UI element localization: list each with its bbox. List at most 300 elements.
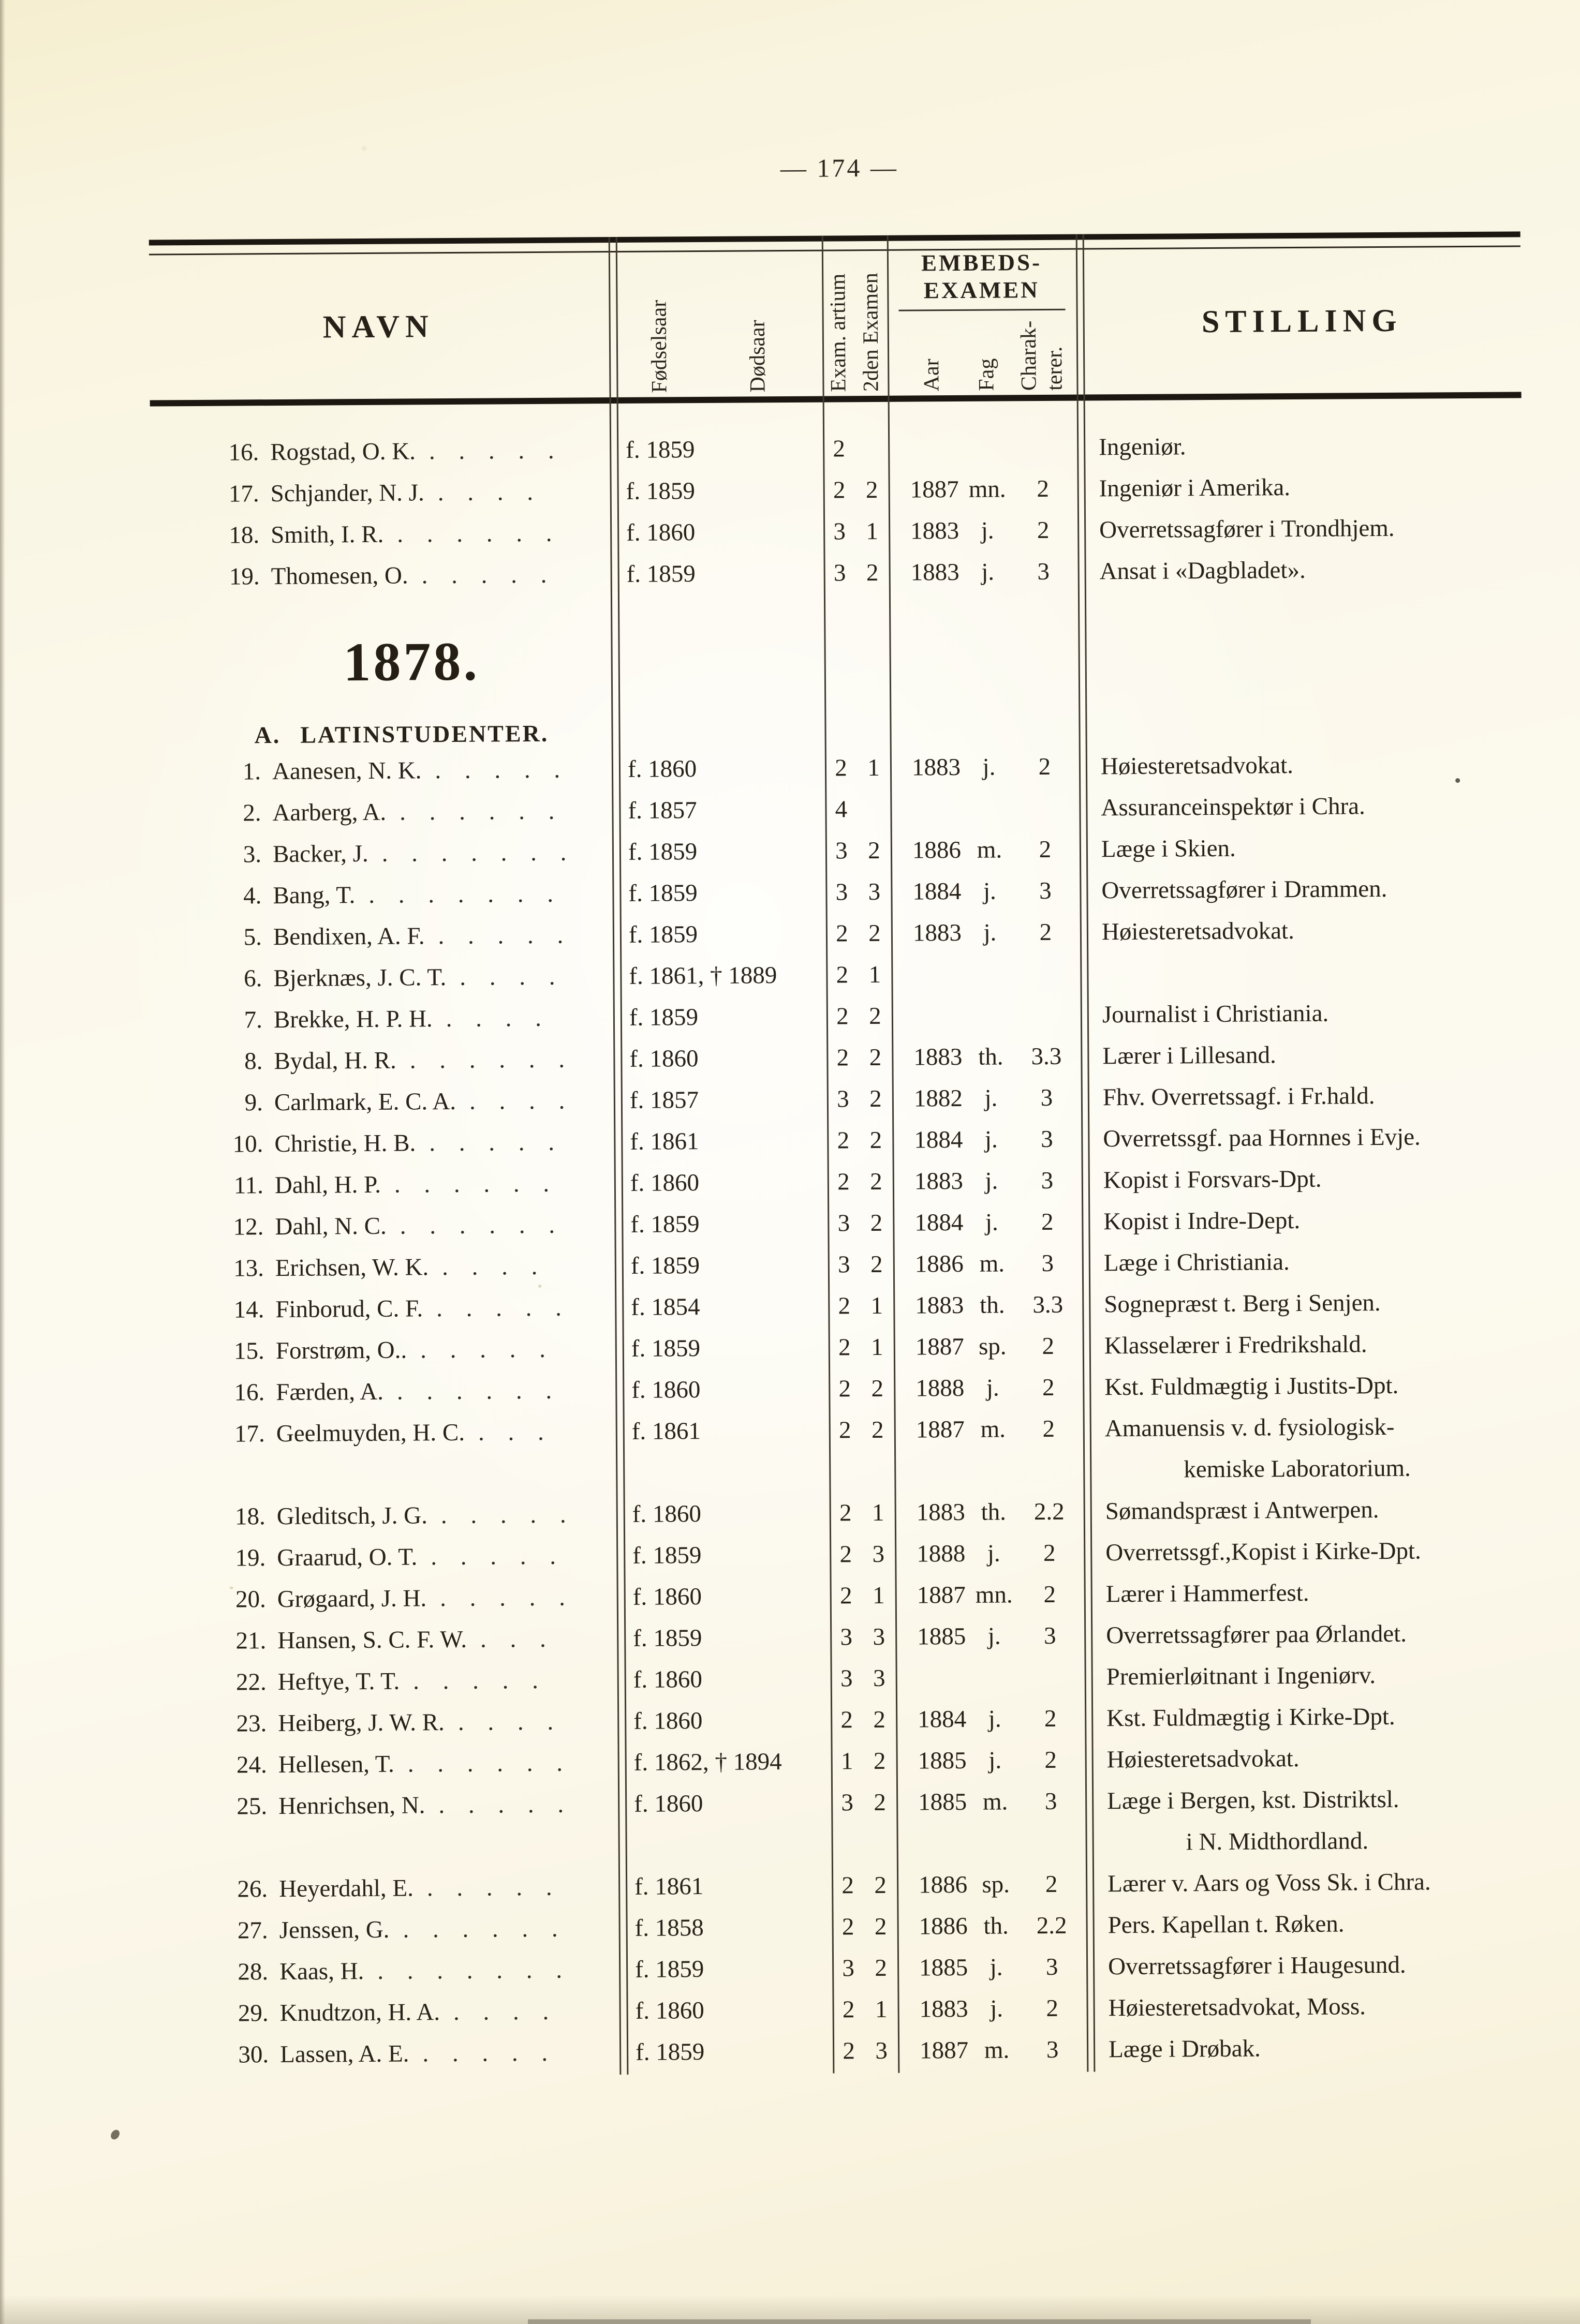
exam-artium-grade: 2 [836,1003,849,1030]
header-embeds-line2: EXAMEN [923,277,1040,304]
embeds-charakter-value: 2 [1043,1581,1056,1608]
birth-death-year: f. 1859 [626,436,695,464]
header-fodselsaar: Fødselsaar [647,300,672,393]
leader-dots: . . . . . [435,756,560,784]
birth-death-year: f. 1860 [627,755,697,783]
embeds-aar-value: 1883 [916,1498,965,1526]
row-number: 5. [243,923,262,951]
header-charakterer-line2: terer. [1043,346,1067,391]
embeds-charakter-value: 2 [1042,1332,1055,1360]
stilling-text [1083,1364,1527,1408]
birth-death-year: f. 1860 [626,519,696,546]
page-edge-shadow-left [0,0,5,2324]
header-stilling: STILLING [1201,303,1402,340]
exam-artium-grade: 2 [839,1499,852,1527]
stilling-text [1085,1778,1530,1863]
anden-examen-grade: 1 [872,1499,884,1527]
row-number: 30. [238,2041,269,2068]
embeds-aar-value: 1883 [913,1043,963,1071]
exam-artium-grade: 3 [840,1665,853,1692]
row-name: Heftye, T. T. [277,1667,400,1696]
stilling-text [1077,465,1522,509]
birth-death-year: f. 1859 [631,1335,701,1362]
embeds-aar-value [888,427,966,428]
stilling-line: Ingeniør. [1099,433,1186,461]
stilling-text [1084,1653,1529,1697]
header-exam-artium: Exam. artium [826,273,851,392]
leader-dots: . . . . . . [400,1211,555,1240]
exam-artium-grade: 2 [838,1292,851,1320]
header-fag: Fag [974,358,999,391]
exam-artium-grade: 2 [837,1168,850,1196]
embeds-fag-value: j. [983,877,997,905]
exam-artium-grade: 3 [840,1623,853,1651]
name-cell [151,554,609,598]
name-cell [155,1163,613,1206]
section-year: 1878. [343,631,480,693]
stilling-text [1083,1405,1528,1491]
name-cell [153,956,611,1000]
leader-dots: . . . . . . [400,797,555,826]
register-table [149,228,1532,2089]
row-name: Christie, H. B. [274,1129,416,1158]
embeds-fag-value: m. [984,2036,1010,2064]
paper-speck [230,1587,233,1589]
birth-death-year: f. 1860 [633,1707,703,1735]
stilling-text [1082,1281,1527,1325]
row-number: 20. [235,1586,266,1613]
embeds-fag-value: m. [980,1416,1006,1443]
embeds-charakter-value: 2 [1043,1539,1056,1567]
name-cell [157,1576,615,1620]
anden-examen-grade: 3 [872,1540,885,1568]
stilling-line: Kopist i Forsvars-Dpt. [1103,1165,1322,1194]
row-name: Aarberg, A. [272,798,387,827]
stilling-text [1084,1529,1528,1573]
row-number: 17. [228,480,259,508]
stilling-line: Sognepræst t. Berg i Senjen. [1104,1289,1381,1318]
birth-death-year: f. 1860 [632,1583,702,1611]
leader-dots: . . . . [446,1004,542,1033]
header-charakterer [1016,320,1068,391]
row-number: 4. [243,882,262,910]
stilling-text [1081,1074,1526,1118]
table-row [151,548,1522,598]
name-cell [152,749,610,793]
page-number [102,148,1577,187]
section-group-label: LATINSTUDENTER. [300,720,549,748]
stilling-line: Overretssgf. paa Hornnes i Evje. [1103,1123,1421,1153]
embeds-charakter-value: 3 [1043,1622,1056,1650]
anden-examen-grade: 2 [868,1002,881,1030]
embeds-aar-value: 1883 [910,517,959,545]
name-cell [159,1949,617,1993]
embeds-aar-value: 1885 [918,1747,967,1775]
row-name: Færden, A. [276,1378,384,1406]
anden-examen-grade: 2 [874,1789,887,1816]
exam-artium-grade: 2 [838,1417,851,1444]
birth-death-year: f. 1859 [630,1211,700,1238]
anden-examen-grade: 2 [869,1085,882,1113]
anden-examen-grade: 3 [868,878,881,906]
leader-dots: . . . [480,1625,546,1653]
embeds-charakter-value: 3 [1041,1167,1054,1195]
header-dodsaar: Dødsaar [745,320,770,393]
stilling-line: Overretssagfører i Drammen. [1101,875,1387,904]
stilling-text [1081,1033,1525,1077]
leader-dots: . . . . . . . [368,880,554,908]
embeds-charakter-value: 2 [1044,1746,1057,1774]
embeds-charakter-value: 3.3 [1032,1291,1064,1319]
row-number: 7. [244,1006,263,1034]
leader-dots: . . . . [460,963,555,991]
anden-examen-grade: 2 [866,559,879,587]
embeds-aar-value: 1887 [917,1581,966,1609]
leader-dots: . . . . . [438,1791,564,1819]
anden-examen-grade: 1 [870,1333,883,1361]
row-name: Finborud, C. F. [275,1295,423,1323]
row-number: 23. [236,1710,267,1737]
name-cell [156,1411,614,1455]
embeds-fag-value: th. [983,1912,1009,1940]
row-name: Bendixen, A. F. [273,922,425,951]
birth-death-year: f. 1859 [635,2038,705,2066]
section-heading [151,596,610,749]
row-name: Erichsen, W. K. [275,1254,429,1282]
anden-examen-grade: 3 [873,1623,885,1651]
embeds-aar-value: 1888 [917,1540,966,1568]
row-name: Grøgaard, J. H. [277,1585,427,1613]
rows-latinstudenter [152,743,1532,2076]
table-row [158,1778,1530,1869]
row-name: Graarud, O. T. [277,1543,418,1572]
embeds-charakter-value: 2 [1039,918,1052,946]
stilling-text [1079,784,1524,828]
embeds-fag-value: m. [982,1788,1008,1815]
birth-death-year: f. 1860 [633,1666,703,1693]
birth-death-year: f. 1859 [628,838,698,866]
stilling-line: Overretssgf.,Kopist i Kirke-Dpt. [1105,1537,1421,1567]
anden-examen-grade: 2 [869,1044,882,1071]
embeds-aar-value: 1883 [914,1167,964,1195]
stilling-text [1080,908,1525,952]
embeds-charakter-value: 3 [1040,1084,1053,1112]
embeds-charakter-value: 2 [1042,1415,1055,1443]
leader-dots: . . . . [453,1998,549,2025]
anden-examen-grade: 2 [869,1168,882,1196]
row-number: 14. [233,1296,264,1323]
anden-examen-grade: 2 [871,1416,884,1444]
embeds-charakter-value: 3 [1041,1249,1054,1277]
stilling-text [1084,1488,1528,1532]
stilling-line: Læge i Bergen, kst. Distriktsl. [1107,1785,1399,1815]
exam-artium-grade: 2 [840,1706,853,1734]
leader-dots: . . . . . [438,921,564,950]
exam-artium-grade: 2 [838,1334,851,1361]
anden-examen-grade: 2 [874,1871,887,1899]
row-number: 21. [235,1627,267,1655]
embeds-aar-value: 1883 [912,919,962,947]
leader-dots: . . . . . . [403,1915,558,1943]
exam-artium-grade: 2 [836,920,848,947]
stilling-text [1077,424,1522,468]
embeds-aar-value: 1886 [919,1912,968,1940]
leader-dots: . . . . . [429,1128,555,1157]
stilling-line: kemiske Laboratorium. [1184,1454,1411,1483]
stilling-line: Amanuensis v. d. fysiologisk- [1104,1413,1395,1442]
row-number: 6. [244,965,262,992]
stilling-line: Læge i Drøbak. [1108,2035,1261,2063]
anden-examen-grade: 1 [872,1582,885,1610]
embeds-fag-value: th. [980,1291,1005,1319]
stilling-text [1080,867,1524,911]
anden-examen-grade: 2 [873,1706,886,1734]
anden-examen-grade: 2 [868,919,881,947]
name-cell [158,1742,616,1786]
exam-artium-grade: 1 [840,1748,853,1775]
stilling-text [1081,1115,1526,1159]
row-name: Gleditsch, J. G. [276,1502,428,1530]
embeds-aar-value: 1886 [912,836,962,864]
name-cell [150,471,608,515]
embeds-aar-value: 1884 [914,1209,964,1237]
name-cell [155,1204,613,1248]
row-number: 3. [243,841,262,868]
stilling-line: Høiesteretsadvokat, Moss. [1108,1993,1366,2022]
embeds-aar-value: 1882 [913,1084,963,1112]
row-name: Aanesen, N. K. [272,757,422,785]
birth-death-year: f. 1859 [630,1252,700,1279]
embeds-fag-value: th. [981,1498,1007,1526]
birth-death-year: f. 1859 [633,1625,702,1652]
stilling-text [1086,1985,1531,2029]
embeds-charakter-value: 2 [1046,1994,1059,2022]
birth-death-year: f. 1860 [631,1376,701,1404]
birth-death-year: f. 1859 [632,1542,702,1569]
embeds-charakter-value: 3.3 [1031,1042,1062,1070]
anden-examen-grade: 1 [875,1995,888,2023]
name-cell [150,429,608,473]
birth-death-year: f. 1859 [626,560,696,588]
embeds-charakter-value: 3 [1039,877,1052,905]
embeds-charakter-value: 2 [1041,1208,1054,1236]
exam-artium-grade: 2 [836,961,849,989]
embeds-fag-value: j. [983,919,997,946]
embeds-charakter-value: 2.2 [1036,1912,1067,1940]
birth-death-year: f. 1859 [629,1004,699,1031]
embeds-aar-value: 1888 [915,1374,965,1402]
exam-artium-grade: 3 [835,837,848,865]
row-number: 9. [244,1089,263,1116]
row-number: 16. [234,1379,265,1406]
rows-continuation [150,424,1523,598]
exam-artium-grade: 3 [841,1789,854,1816]
embeds-fag-value: mn. [975,1581,1013,1608]
birth-death-year: f. 1862, † 1894 [633,1748,782,1776]
birth-death-year: f. 1861 [631,1418,701,1445]
exam-artium-grade: 2 [841,1872,854,1899]
embeds-fag-value: j. [988,1705,1001,1733]
header-embeds-line1: EMBEDS- [921,249,1042,276]
embeds-fag-value: m. [979,1250,1005,1277]
section-group [152,719,610,749]
row-name: Jenssen, G. [279,1916,390,1944]
stilling-text [1077,548,1522,592]
exam-artium-grade: 3 [836,1085,849,1113]
embeds-aar-value: 1885 [918,1788,967,1816]
anden-examen-grade: 1 [868,961,881,989]
row-number: 18. [234,1503,265,1530]
row-number: 27. [237,1917,268,1944]
birth-death-year: f. 1861 [630,1128,699,1155]
stilling-line: Overretssagfører i Haugesund. [1108,1951,1406,1980]
exam-artium-grade: 2 [839,1582,852,1610]
stilling-text [1086,1902,1530,1946]
stilling-line: Kst. Fuldmægtig i Justits-Dpt. [1104,1372,1399,1401]
leader-dots: . . . . . . [409,1046,565,1074]
exam-artium-grade: 2 [841,1913,854,1941]
birth-death-year: f. 1860 [629,1045,699,1072]
name-cell [154,1080,612,1124]
embeds-fag-value [969,994,1012,995]
row-number: 18. [229,522,260,549]
birth-death-year: f. 1859 [634,1956,704,1983]
header-aar: Aar [920,359,944,392]
embeds-fag-value: j. [990,1954,1003,1981]
embeds-subheader-divider [899,309,1066,311]
row-name: Kaas, H. [279,1958,364,1986]
birth-death-year: f. 1857 [629,1086,699,1114]
embeds-aar-value: 1883 [910,558,959,586]
row-number: 17. [234,1420,265,1448]
leader-dots: . . . . [469,1087,565,1115]
row-name: Henrichsen, N. [278,1792,425,1820]
stilling-line: Overretssagfører i Trondhjem. [1099,514,1395,544]
birth-death-year: f. 1859 [626,478,696,505]
anden-examen-grade: 1 [867,754,880,782]
name-cell [159,1866,617,1910]
embeds-aar-value: 1885 [917,1622,966,1650]
embeds-fag-value: j. [985,1167,998,1195]
name-cell [157,1535,615,1579]
paper-speck [1455,778,1460,783]
stilling-text [1085,1695,1529,1739]
stilling-text [1084,1612,1529,1656]
embeds-charakter-value: 2 [1042,1374,1055,1402]
row-number: 10. [232,1130,263,1158]
row-name: Bydal, H. R. [274,1047,396,1075]
embeds-fag-value: j. [990,1995,1003,2022]
header-embeds-examen [887,249,1076,305]
header-navn: NAVN [322,309,435,345]
embeds-fag-value: th. [978,1043,1003,1070]
row-name: Dahl, H. P. [274,1171,381,1199]
embeds-fag-value: j. [984,1126,998,1153]
row-number: 19. [235,1544,266,1572]
embeds-aar-value: 1884 [918,1705,967,1733]
name-cell [154,997,612,1041]
name-cell [156,1328,614,1372]
exam-artium-grade: 2 [835,754,847,782]
embeds-fag-value: sp. [982,1871,1010,1898]
leader-dots: . . . . . . . [377,1956,563,1985]
embeds-aar-value: 1886 [914,1250,964,1278]
embeds-aar-value: 1883 [911,753,961,781]
embeds-fag-value: j. [982,753,996,781]
row-number: 15. [233,1337,264,1365]
birth-death-year: f. 1860 [632,1500,702,1528]
leader-dots: . . . . . [440,1584,566,1612]
row-name: Dahl, N. C. [275,1212,387,1241]
row-number: 22. [235,1668,267,1696]
embeds-charakter-value: 2.2 [1033,1498,1065,1526]
stilling-line: Premierløitnant i Ingeniørv. [1106,1662,1376,1691]
leader-dots: . . . . . [422,2039,548,2067]
stilling-line: Klasselærer i Fredrikshald. [1104,1331,1367,1360]
row-number: 1. [242,758,261,785]
exam-artium-grade: 2 [843,2037,855,2065]
paper-speck [538,1285,541,1288]
exam-artium-grade: 3 [835,878,848,906]
row-name: Backer, J. [272,840,368,868]
table-top-rule [149,231,1520,245]
row-name: Hellesen, T. [278,1750,394,1779]
anden-examen-grade: 2 [870,1250,883,1278]
embeds-fag-value: j. [986,1374,999,1402]
exam-artium-grade: 2 [837,1127,850,1154]
paper-speck [362,146,367,151]
embeds-charakter-value: 3 [1040,1125,1053,1153]
table-row [156,1405,1528,1496]
embeds-aar-value: 1887 [910,475,959,503]
page-number-text: — 174 — [780,153,899,183]
leader-dots: . . . . . [436,1294,562,1322]
row-name: Bang, T. [273,882,356,910]
row-name: Thomesen, O. [271,562,408,590]
row-name: Bjerknæs, J. C. T. [273,964,447,992]
exam-artium-grade: 2 [839,1541,852,1568]
exam-artium-grade: 2 [842,1996,855,2023]
stilling-line: Sømandspræst i Antwerpen. [1105,1496,1379,1525]
stilling-line: Fhv. Overretssagf. i Fr.hald. [1102,1082,1375,1111]
name-cell [157,1618,615,1662]
embeds-charakter-value: 3 [1046,2036,1059,2064]
stilling-text [1082,1157,1526,1201]
exam-artium-grade: 3 [833,559,846,587]
stilling-line: Lærer i Hammerfest. [1105,1579,1309,1608]
row-name: Lassen, A. E. [279,2040,409,2068]
leader-dots: . . . . . [412,1666,539,1695]
embeds-charakter-value: 2 [1045,1870,1058,1898]
stilling-text [1080,826,1524,870]
row-name: Rogstad, O. K. [270,438,416,466]
exam-artium-grade: 2 [836,1044,849,1071]
exam-artium-grade: 3 [837,1210,850,1237]
anden-examen-grade: 1 [866,517,879,545]
stilling-line: Kst. Fuldmægtig i Kirke-Dpt. [1106,1703,1395,1732]
embeds-fag-value: j. [985,1209,998,1236]
row-name: Schjander, N. J. [270,479,424,508]
row-number: 2. [243,799,261,827]
table-row [160,2026,1531,2076]
leader-dots: . . . . . . [397,519,552,548]
name-cell [153,873,611,917]
stilling-text [1082,1198,1526,1242]
leader-dots: . . . . . . [396,1377,552,1405]
embeds-charakter-value: 2 [1039,836,1052,863]
birth-death-year: f. 1854 [631,1293,700,1321]
embeds-charakter-value: 3 [1045,1953,1058,1981]
